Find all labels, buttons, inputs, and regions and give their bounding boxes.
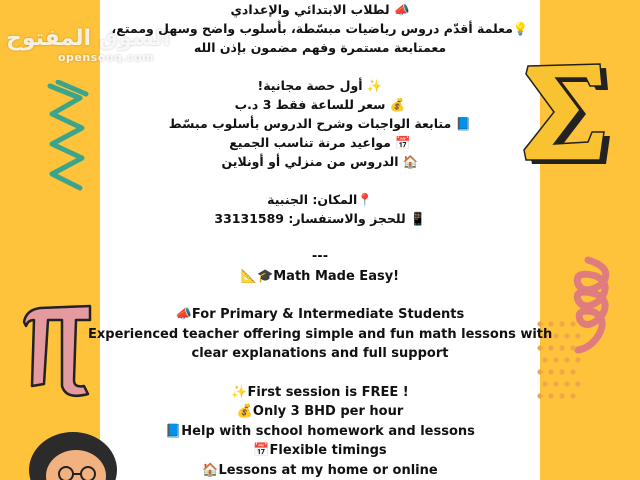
arabic-audience-line: 📣 لطلاب الابتدائي والإعدادي — [230, 2, 410, 17]
arabic-contact-line: 📱 للحجز والاستفسار: 33131589 — [214, 211, 426, 226]
english-homework-line: 📘Help with school homework and lessons — [165, 423, 475, 439]
arabic-free-session-line: ✨ أول حصة مجانية! — [257, 78, 383, 93]
arabic-place-line: 📍المكان: الجنبية — [267, 192, 373, 207]
watermark-latin: opensooq.com — [58, 51, 154, 64]
zigzag-icon — [44, 80, 90, 200]
dot — [559, 321, 564, 326]
english-location-type-line: 🏠Lessons at my home or online — [202, 462, 438, 478]
dot — [559, 369, 564, 374]
english-intro-line-1: Experienced teacher offering simple and fun math lessons with — [88, 326, 553, 342]
dot — [553, 381, 558, 386]
dot — [553, 333, 558, 338]
arabic-intro-line-1: 💡معلمة أقدّم دروس رياضيات مبسّطة، بأسلوب واضح وسهل وممتع، — [111, 21, 529, 36]
english-free-session-line: ✨First session is FREE ! — [231, 384, 409, 400]
dot — [575, 333, 580, 338]
dot — [559, 345, 564, 350]
dot — [564, 333, 569, 338]
dot — [570, 345, 575, 350]
dot — [564, 357, 569, 362]
dot — [570, 321, 575, 326]
arabic-price-line: 💰 سعر للساعة فقط 3 د.ب — [234, 97, 406, 112]
dot — [570, 369, 575, 374]
english-price-line: 💰Only 3 BHD per hour — [236, 404, 404, 419]
arabic-timings-line: 📅 مواعيد مرنة تناسب الجميع — [229, 135, 411, 150]
dot — [575, 357, 580, 362]
dot — [553, 357, 558, 362]
dot — [564, 381, 569, 386]
separator-line: --- — [311, 249, 329, 264]
watermark-arabic: السوق المفتوح — [6, 26, 171, 51]
pi-symbol-icon — [18, 300, 96, 400]
dot — [559, 393, 564, 398]
english-intro-line-2: clear explanations and full support — [191, 346, 449, 361]
english-headline: 📐🎓Math Made Easy! — [240, 268, 400, 284]
arabic-location-type-line: 🏠 الدروس من منزلي أو أونلاين — [221, 154, 419, 169]
flyer-content — [88, 0, 552, 480]
english-audience-line: 📣For Primary & Intermediate Students — [175, 307, 465, 322]
dot — [575, 381, 580, 386]
dot — [570, 393, 575, 398]
english-timings-line: 📅Flexible timings — [253, 443, 387, 458]
arabic-intro-line-2: معمتابعة مستمرة وفهم مضمون بإذن الله — [193, 40, 447, 55]
arabic-homework-line: 📘 متابعة الواجبات وشرح الدروس بأسلوب مبسّط — [168, 116, 472, 131]
